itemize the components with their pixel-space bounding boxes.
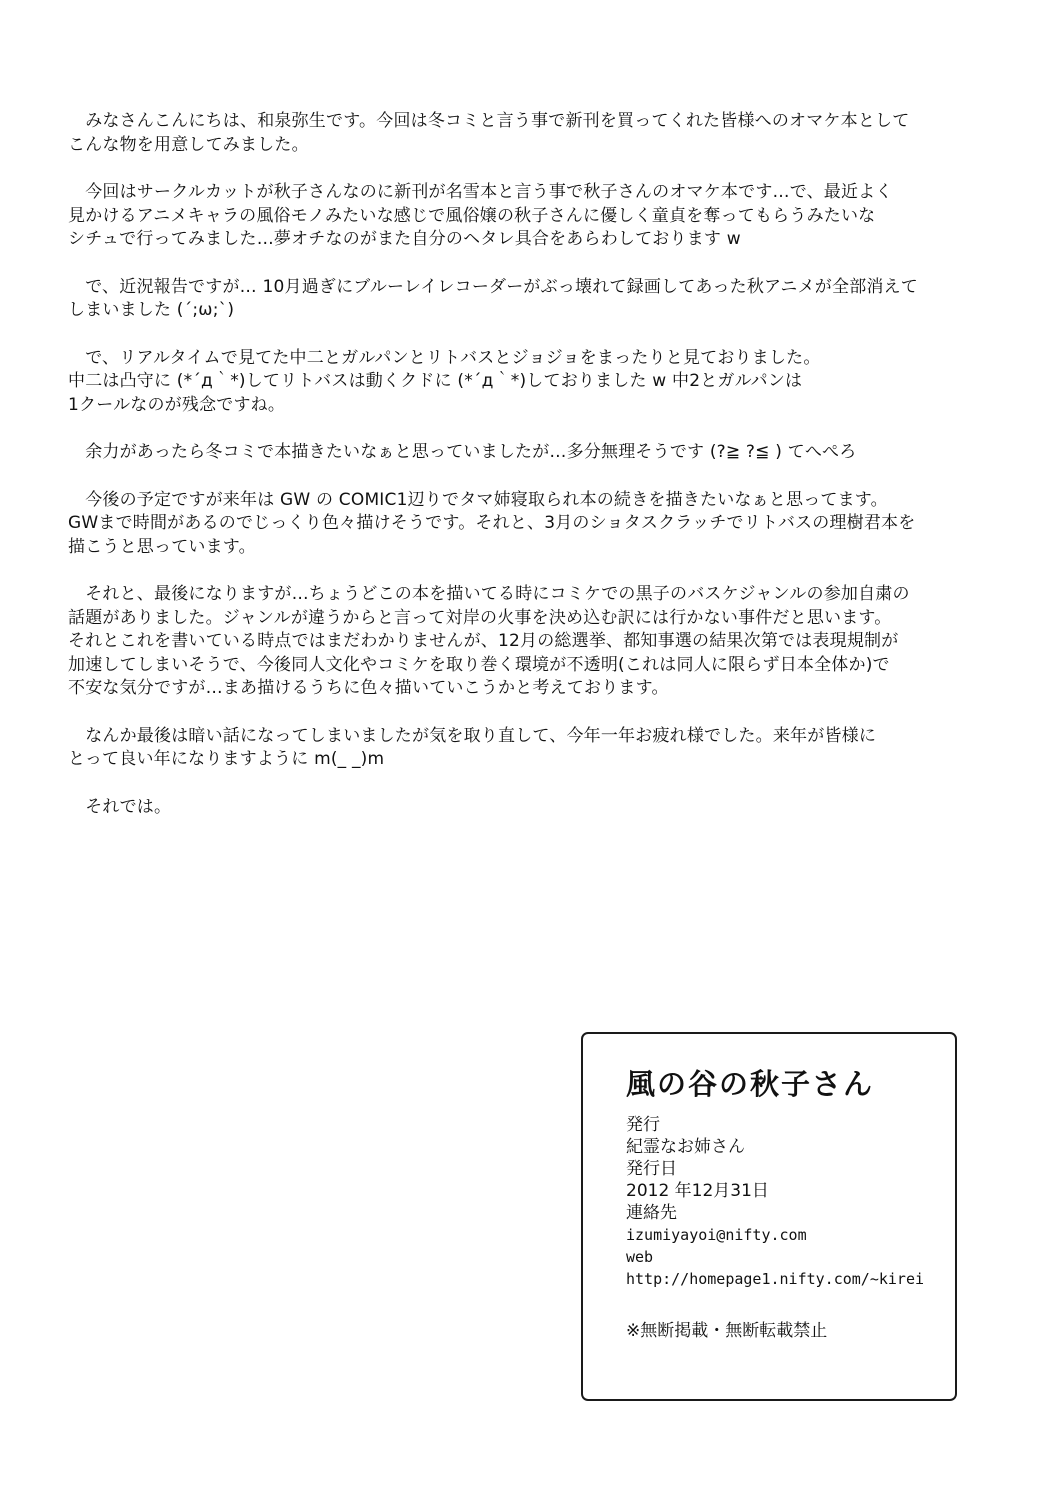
date-label: 発行日 [626,1159,677,1179]
paragraph [68,181,968,252]
paragraph [68,796,968,820]
text-line: 1クールなのが残念ですね。 [68,394,286,415]
text-line: 話題がありました。ジャンルが違うからと言って対岸の火事を決め込む訳には行かない事件だと思います。 [68,607,892,628]
text-line: みなさんこんにちは、和泉弥生です。今回は冬コミと言う事で新刊を買ってくれた皆様へのオマケ本として [68,111,910,131]
text-line: なんか最後は暗い話になってしまいましたが気を取り直して、今年一年お疲れ様でした。来年が皆様に [68,725,877,746]
text-line: それと、最後になりますが…ちょうどこの本を描いてる時にコミケでの黒子のバスケジャンルの参加自粛の [68,584,910,604]
paragraph [68,347,968,418]
paragraph [68,489,968,560]
web-label: web [626,1248,654,1266]
text-line: GWまで時間があるのでじっくり色々描けそうです。それと、3月のショタスクラッチでリトバスの理樹君本を [68,513,916,533]
text-line: シチュで行ってみました…夢オチなのがまた自分のヘタレ具合をあらわしております w [68,229,741,249]
contact-label: 連絡先 [626,1203,677,1223]
contact-email: izumiyayoi@nifty.com [626,1226,807,1244]
text-line: しまいました (´;ω;`) [68,300,235,320]
text-line: 不安な気分ですが…まあ描けるうちに色々描いていこうかと考えております。 [68,678,669,698]
afterword-text [68,110,968,843]
paragraph [68,276,968,323]
paragraph [68,110,968,157]
colophon-details [626,1114,924,1290]
paragraph [68,583,968,701]
website-url: http://homepage1.nifty.com/~kirei [626,1270,925,1288]
text-line: それでは。 [68,796,172,817]
text-line: 今回はサークルカットが秋子さんなのに新刊が名雪本と言う事で秋子さんのオマケ本です…で、最近よく [68,182,893,202]
text-line: で、リアルタイムで見てた中二とガルパンとリトバスとジョジョをまったりと見ておりました。 [68,347,821,368]
publisher-name: 紀霊なお姉さん [626,1137,745,1157]
text-line: 余力があったら冬コミで本描きたいなぁと思っていましたが…多分無理そうです (?≧ ?≦ ) てへぺろ [68,442,857,462]
text-line: とって良い年になりますように m(_ _)m [68,749,385,769]
publisher-label: 発行 [626,1115,660,1135]
copyright-notice: ※無断掲載・無断転載禁止 [626,1321,828,1341]
publish-date: 2012 年12月31日 [626,1181,769,1201]
paragraph [68,441,968,465]
colophon-box [581,1032,957,1401]
book-title: 風の谷の秋子さん [626,1067,875,1101]
text-line: こんな物を用意してみました。 [68,134,309,155]
text-line: 中二は凸守に (*´д｀*)してリトバスは動くクドに (*´д｀*)しておりました w 中2とガルパンは [68,371,803,391]
paragraph [68,725,968,772]
text-line: で、近況報告ですが… 10月過ぎにブルーレイレコーダーがぶっ壊れて録画してあった秋アニメが全部消えて [68,276,919,297]
text-line: 見かけるアニメキャラの風俗モノみたいな感じで風俗嬢の秋子さんに優しく童貞を奪ってもらうみたいな [68,205,876,226]
text-line: 描こうと思っています。 [68,536,256,557]
text-line: 今後の予定ですが来年は GW の COMIC1辺りでタマ姉寝取られ本の続きを描きたいなぁと思ってます。 [68,489,888,510]
text-line: それとこれを書いている時点ではまだわかりませんが、12月の総選挙、都知事選の結果次第では表現規制が [68,631,899,651]
text-line: 加速してしまいそうで、今後同人文化やコミケを取り巻く環境が不透明(これは同人に限らず日本全体か)で [68,654,890,675]
